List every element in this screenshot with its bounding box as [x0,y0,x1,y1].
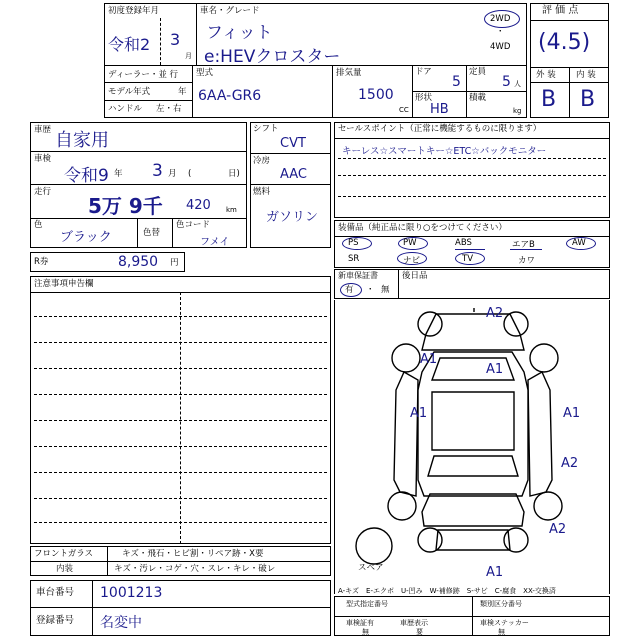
car-grade: e:HEVクロスター [204,47,341,67]
first-reg-month: 3 [170,30,181,49]
legend-text: A-キズ E-エクボ U-凹み W-補修跡 S-サビ C-腐食 XX-交換済 [338,587,556,595]
car-name-label: 車名・グレード [200,6,260,16]
ids-box [30,580,331,636]
shape-value: HB [430,102,449,117]
color-value: ブラック [60,230,112,245]
drive-2wd: 2WD [490,14,511,24]
inspection-label: 車検 [34,154,52,164]
drive-dot: ・ [496,27,505,37]
wheel-front-left [418,312,442,336]
wheel-rear-left [388,492,416,520]
recycle-box [30,252,185,272]
equip-tv: TV [462,254,474,264]
model-year-label: モデル年式 [108,87,151,97]
capacity-value: 5 [502,74,511,90]
ac-label: 冷房 [253,156,271,166]
chassis-value: 1001213 [100,585,163,601]
first-reg-era: 令和2 [108,35,151,54]
side-left [394,372,418,496]
cc-unit: CC [399,106,409,114]
year-unit: 年 [178,87,187,97]
color-code-value: フメイ [200,237,230,248]
warranty-value: 有 [345,285,354,295]
wheel-front-right [504,312,528,336]
wheel-mid-left [392,344,420,372]
exterior-value: B [541,87,557,112]
reg-value: 名変中 [100,615,142,631]
door-label: ドア [415,67,432,77]
km-unit: km [226,206,237,214]
mileage-sub: 420 [186,198,211,213]
equip-navi: ナビ [403,256,421,266]
inspection-month: 3 [152,161,163,181]
rear-window [428,456,518,476]
equipment-label: 装備品（純正品に限り○をつけてください） [338,223,507,233]
warranty-label: 新車保証書 [338,271,378,280]
spare-tire [356,528,392,564]
rear-view [422,494,524,526]
reg-label: 登録番号 [36,615,75,626]
yen-unit: 円 [170,258,179,268]
equip-sr: SR [348,254,360,264]
warranty-separator: ・ [366,285,375,295]
sticker-none: 無 [498,628,505,636]
extra-label: 後日品 [402,271,428,281]
chassis-label: 車台番号 [36,587,75,598]
mark-rear-right-a2: A2 [549,522,567,537]
ac-value: AAC [280,167,307,182]
notes-label: 注意事項申告欄 [34,279,94,289]
fuel-value: ガソリン [266,210,319,225]
drive-4wd: 4WD [490,42,511,52]
front-glass-options: キズ・飛石・ヒビ割・リペア跡・X要 [122,549,264,559]
first-reg-label: 初度登録年月 [108,6,160,16]
mark-right-a1: A1 [563,406,581,421]
shape-label: 形状 [415,93,433,103]
equip-aw: AW [572,238,586,248]
front-glass-label: フロントガラス [34,549,93,559]
type-label: 型式 [196,68,214,78]
mark-left-a1: A1 [410,406,428,421]
sales-point-text: キーレス☆スマートキー☆ETC☆バックモニター [342,146,547,157]
roof [432,392,514,450]
car-diagram [334,300,610,594]
shift-value: CVT [280,136,306,151]
displacement-value: 1500 [358,87,394,103]
type-value: 6AA-GR6 [198,88,262,104]
load-label: 積載 [469,93,487,103]
seal-label: 車検証有 [346,619,374,627]
mark-hood-a1: A1 [486,362,504,377]
mark-front-left-a1: A1 [420,352,438,367]
mileage-value: 5万 9千 [88,194,163,218]
equip-pw: PW [403,238,417,248]
first-reg-month-unit: 月 [185,52,192,60]
class-num-label: 類別区分番号 [480,600,522,608]
inspect-label: 車歴表示 [400,619,428,627]
inspection-day-open: ( [188,169,192,179]
color-label: 色 [34,220,43,230]
type-num-label: 型式指定番号 [346,600,388,608]
shift-label: シフト [253,124,279,134]
fuel-label: 燃料 [253,187,271,197]
door-value: 5 [452,74,461,90]
recycle-value: 8,950 [118,254,159,270]
mileage-label: 走行 [34,187,52,197]
wheel-rear-right [534,492,562,520]
wheel-mid-right [530,344,558,372]
capacity-unit: 人 [514,80,521,88]
side-right [528,372,552,496]
exterior-label: 外 装 [536,70,556,80]
interior-label: 内 装 [576,70,596,80]
inspection-year-unit: 年 [114,169,123,179]
rear-bumper [436,530,510,550]
seal-none: 無 [362,628,369,636]
inspection-day-unit: 日) [228,169,240,179]
sales-point-box [334,122,610,218]
front-view [422,314,524,350]
dealer-label: ディーラー・並 行 [108,70,179,80]
recycle-label: R券 [34,257,49,267]
equip-abs: ABS [455,238,472,248]
interior-cond-options: キズ・汚レ・コゲ・穴・スレ・キレ・破レ [114,564,276,574]
grade-score: (4.5) [538,30,591,55]
usage-value: 自家用 [55,130,109,151]
capacity-label: 定員 [469,67,487,77]
displacement-label: 排気量 [336,68,362,78]
mark-rear-a1: A1 [486,565,504,580]
handle-options: 左・右 [156,104,182,114]
sticker-label: 車検ステッカー [480,619,529,627]
spare-label: スペア [358,563,384,573]
kg-unit: kg [513,107,522,115]
equip-airbag: エアB [512,240,535,250]
inspection-era: 令和9 [64,166,109,186]
grade-label: 評 価 点 [542,5,579,16]
inspect-none: 要 [416,628,423,636]
interior-value: B [580,87,596,112]
warranty-none: 無 [381,285,390,295]
mark-right-a2: A2 [561,456,579,471]
color-code-label: 色コード [176,220,211,230]
handle-label: ハンドル [108,104,143,114]
interior-cond-label: 内装 [56,564,74,574]
usage-label: 車歴 [34,125,52,135]
car-name: フィット [206,23,273,43]
color-change-label: 色替 [143,228,161,238]
mark-front-a2: A2 [486,306,504,321]
sales-point-label: セールスポイント（正常に機能するものに限ります） [338,124,542,134]
equip-ps: PS [348,238,359,248]
inspection-month-unit: 月 [168,169,177,179]
equip-kawa: カワ [518,256,536,266]
